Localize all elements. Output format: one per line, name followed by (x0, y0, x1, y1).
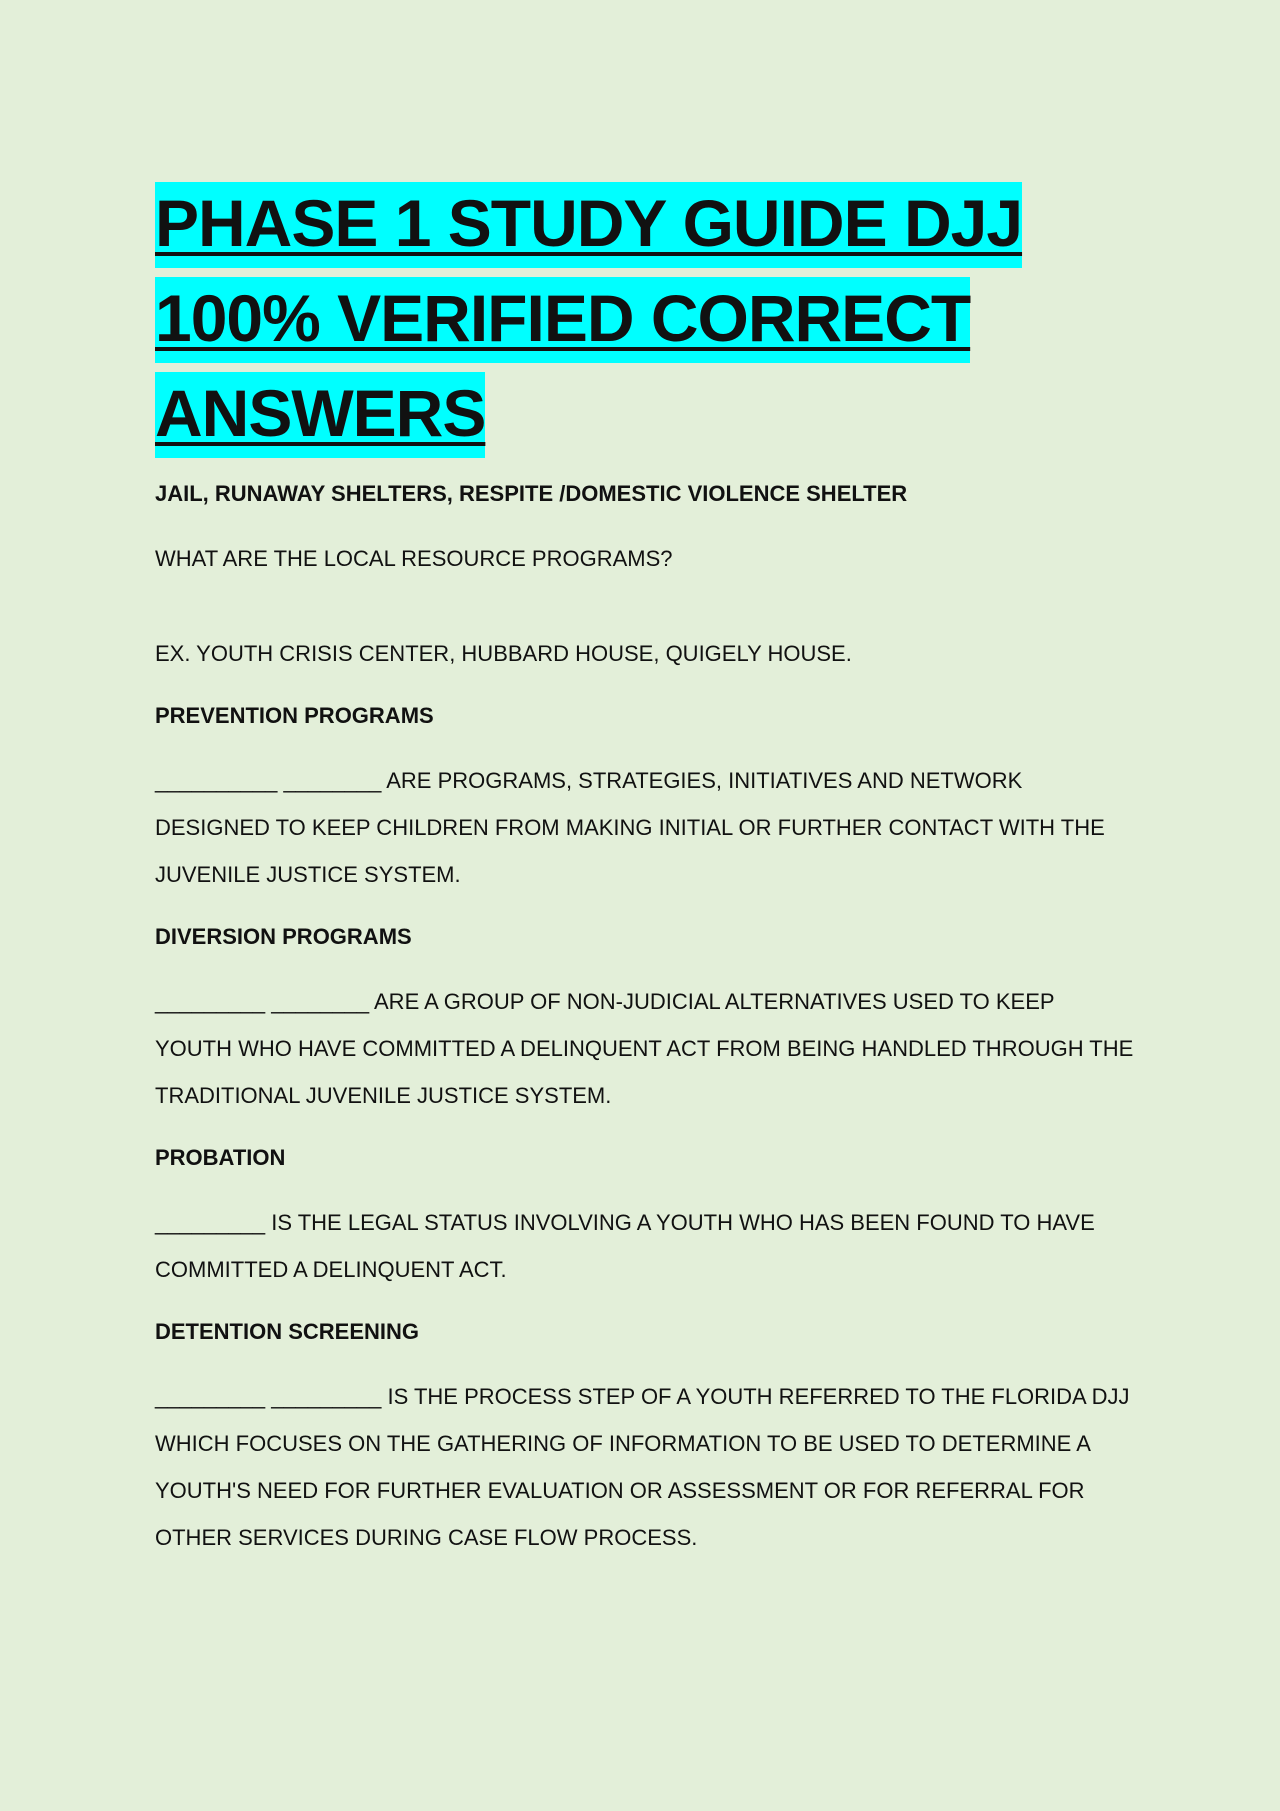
card-term: PROBATION (155, 1145, 286, 1170)
card-1 (155, 479, 1135, 677)
card-definition: __________ ________ ARE PROGRAMS, STRATEGIES, INITIATIVES AND NETWORK DESIGNED TO KEEP CHILDREN FROM MAKING INITIAL OR FURTHER CONTACT WITH THE JUVENILE JUSTICE SYSTEM. (155, 768, 1105, 887)
card-term: DIVERSION PROGRAMS (155, 924, 412, 949)
title-line-1: PHASE 1 STUDY GUIDE DJJ (155, 182, 1022, 268)
card-term: DETENTION SCREENING (155, 1319, 420, 1344)
card-definition: _________ IS THE LEGAL STATUS INVOLVING A YOUTH WHO HAS BEEN FOUND TO HAVE COMMITTED A DELINQUENT ACT. (155, 1210, 1095, 1282)
card-term: JAIL, RUNAWAY SHELTERS, RESPITE /DOMESTIC VIOLENCE SHELTER (155, 481, 908, 506)
card-2 (155, 701, 1135, 898)
card-definition: WHAT ARE THE LOCAL RESOURCE PROGRAMS? (155, 546, 673, 571)
card-definition: _________ _________ IS THE PROCESS STEP OF A YOUTH REFERRED TO THE FLORIDA DJJ WHICH FOCUSES ON THE GATHERING OF INFORMATION TO BE USED TO DETERMINE A YOUTH'S NEED FOR FURTHER EVALUATION OR ASSESSMENT OR FOR REFERRAL FOR OTHER SERVICES DURING CASE FLOW PROCESS. (155, 1384, 1130, 1550)
card-definition: _________ ________ ARE A GROUP OF NON-JUDICIAL ALTERNATIVES USED TO KEEP YOUTH WHO HAVE COMMITTED A DELINQUENT ACT FROM BEING HANDLED THROUGH THE TRADITIONAL JUVENILE JUSTICE SYSTEM. (155, 989, 1134, 1108)
document-page (155, 176, 1135, 1561)
title-line-3: ANSWERS (155, 372, 485, 458)
card-3 (155, 922, 1135, 1119)
card-term: PREVENTION PROGRAMS (155, 703, 434, 728)
card-5 (155, 1317, 1135, 1561)
document-title (155, 176, 1135, 461)
card-note: EX. YOUTH CRISIS CENTER, HUBBARD HOUSE, QUIGELY HOUSE. (155, 641, 852, 666)
title-line-2: 100% VERIFIED CORRECT (155, 277, 970, 363)
card-4 (155, 1143, 1135, 1293)
